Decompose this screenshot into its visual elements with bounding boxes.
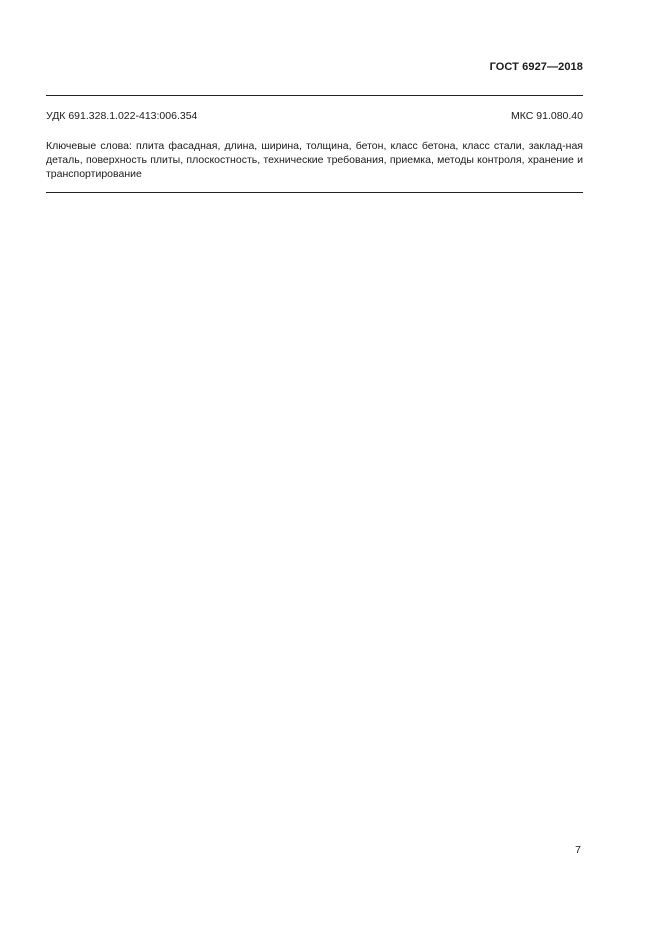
document-code: ГОСТ 6927—2018: [489, 61, 583, 73]
top-divider: [46, 95, 583, 96]
udc-code: УДК 691.328.1.022-413:006.354: [46, 110, 198, 122]
page-number: 7: [575, 844, 581, 856]
bottom-divider: [46, 192, 583, 193]
mks-code: МКС 91.080.40: [511, 110, 583, 122]
keywords-paragraph: Ключевые слова: плита фасадная, длина, ширина, толщина, бетон, класс бетона, класс стали, заклад-ная деталь, поверхность плиты, плоскостность, технические требования, приемка, методы контроля, хранение и транспортирование: [46, 140, 583, 180]
classification-row: [46, 110, 583, 122]
